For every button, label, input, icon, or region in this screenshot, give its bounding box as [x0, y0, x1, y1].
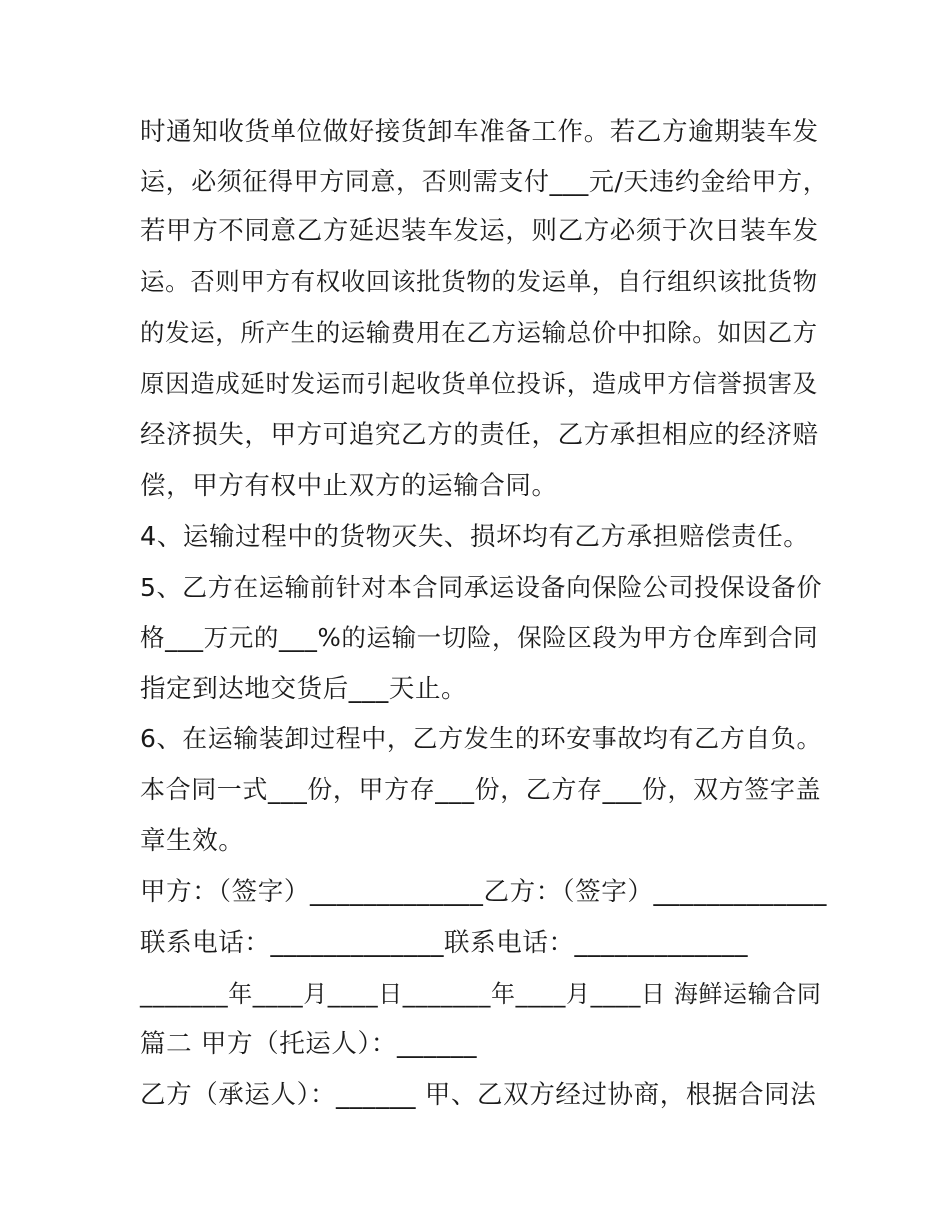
signature-line: 甲方：（签字）_____________乙方：（签字）_____________	[140, 877, 828, 907]
text-line: 运，必须征得甲方同意，否则需支付___元/天违约金给甲方，	[140, 167, 829, 196]
text-line: 乙方（承运人）：______ 甲、乙双方经过协商，根据合同法	[140, 1080, 817, 1110]
text-line: 经济损失，甲方可追究乙方的责任，乙方承担相应的经济赔	[140, 420, 819, 450]
text-line: 时通知收货单位做好接货卸车准备工作。若乙方逾期装车发	[140, 117, 819, 147]
text-line: 运。否则甲方有权收回该批货物的发运单，自行组织该批货物	[140, 267, 818, 296]
text-line: 指定到达地交货后___天止。	[140, 674, 468, 704]
text-line: 本合同一式___份，甲方存___份，乙方存___份，双方签字盖	[140, 775, 822, 804]
text-line: 格___万元的___%的运输一切险，保险区段为甲方仓库到合同	[140, 623, 819, 652]
date-line: _______年____月____日_______年____月____日 海鲜运输合同	[140, 980, 822, 1008]
text-line: 原因造成延时发运而引起收货单位投诉，造成甲方信誉损害及	[140, 369, 818, 398]
clause-5: 5、乙方在运输前针对本合同承运设备向保险公司投保设备价	[140, 573, 823, 602]
section-heading: 篇二 甲方（托运人）：______	[140, 1029, 478, 1059]
text-line: 若甲方不同意乙方延迟装车发运，则乙方必须于次日装车发	[140, 216, 819, 246]
text-line: 的发运，所产生的运输费用在乙方运输总价中扣除。如因乙方	[140, 318, 818, 347]
phone-line: 联系电话：_____________联系电话：_____________	[140, 928, 749, 958]
text-line: 章生效。	[140, 826, 245, 856]
clause-6: 6、在运输装卸过程中，乙方发生的环安事故均有乙方自负。	[140, 724, 823, 753]
text-line: 偿，甲方有权中止双方的运输合同。	[140, 471, 558, 501]
clause-4: 4、运输过程中的货物灭失、损坏均有乙方承担赔偿责任。	[140, 522, 810, 552]
